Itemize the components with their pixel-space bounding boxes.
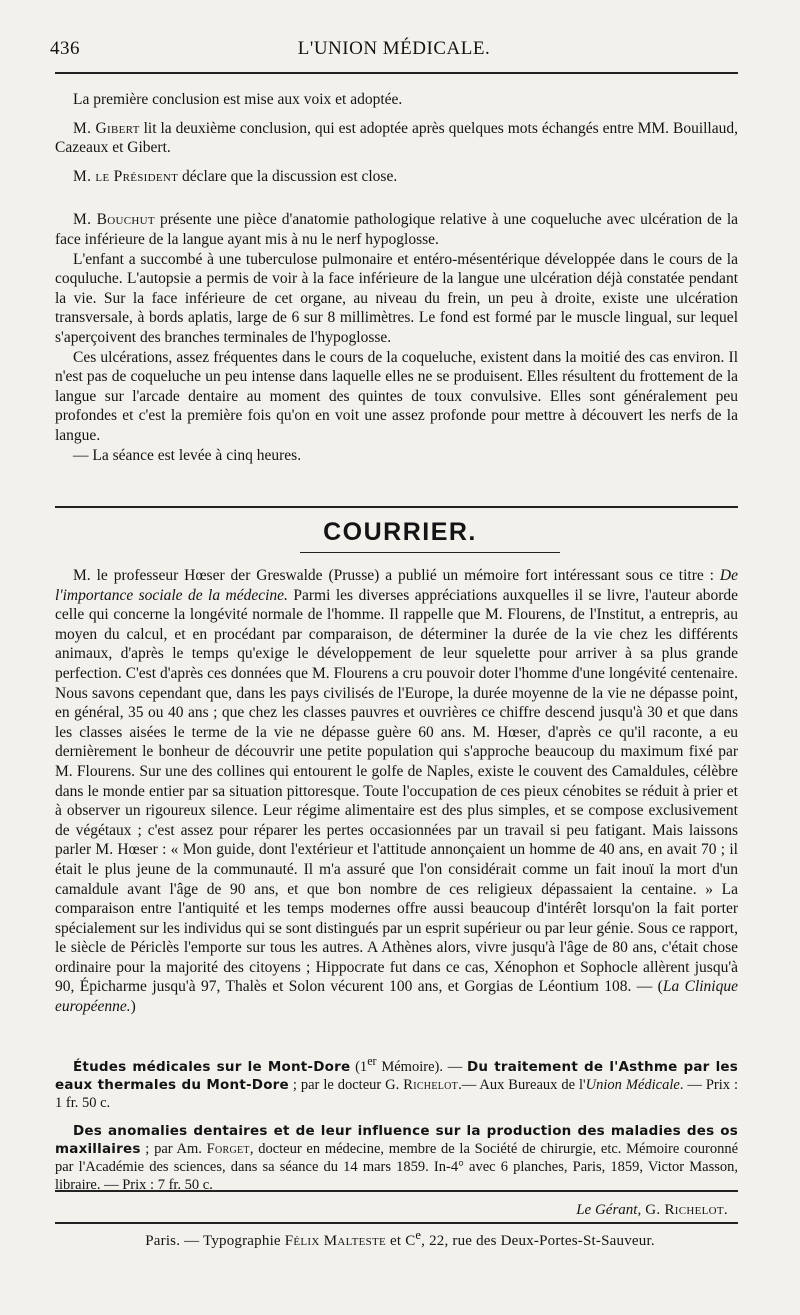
paragraph-gibert: M. Gibert lit la deuxième conclusion, qui est adoptée après quelques mots échangés entre MM. Bouillaud, Cazeaux et Gibert. [55, 119, 738, 157]
page-number: 436 [50, 38, 80, 59]
printer-imprint: Paris. — Typographie Félix Malteste et Ce, 22, rue des Deux-Portes-St-Sauveur. [145, 1228, 655, 1249]
paragraph-bouchut: M. Bouchut présente une pièce d'anatomie pathologique relative à une coqueluche avec ulcération de la face inférieure de la langue ayant mis à nu le nerf hypoglosse. [55, 211, 739, 248]
page-header [50, 38, 738, 62]
header-rule [55, 72, 738, 74]
title-underline [300, 552, 560, 553]
work-title: De l'importance sociale de la médecine. [55, 567, 738, 604]
paragraph-session-closed: — La séance est levée à cinq heures. [73, 446, 302, 464]
bibliography-rule [55, 1190, 738, 1192]
manager-signature: Le Gérant, G. Richelot. [576, 1202, 728, 1218]
journal-title: L'UNION MÉDICALE. [297, 38, 491, 59]
session-minutes [55, 90, 738, 465]
bibliography [55, 1052, 738, 1194]
speaker-name: M. Bouchut [73, 211, 155, 229]
paragraph-president: M. le Président déclare que la discussion est close. [73, 167, 398, 185]
bibliography-entry-anomalies: Des anomalies dentaires et de leur influence sur la production des maladies des os maxillaires ; par Am. Forget, docteur en médecine, membre de la Société de chirurgie, etc. Mémoire couronné par l'Académie des sciences, dans sa séance du 14 mars 1859. In-4° avec 6 planches, Paris, 1859, Victor Masson, libraire. — Prix : 7 fr. 50 c. [55, 1122, 739, 1193]
speaker-name: M. Gibert [73, 119, 140, 137]
paragraph-autopsy: L'enfant a succombé à une tuberculose pulmonaire et entéro-mésentérique développée dans le cours de la coquluche. L'autopsie a permis de voir à la face inférieure de la langue une ulcération déjà constatée pendant la vie. Sur la face inférieure de cet organe, au niveau du frein, un peu à droite, existe une ulcération transversale, à bords aplatis, large de 6 sur 8 millimètres. Le fond est formé par le muscle lingual, sur lequel s'aperçoivent des branches terminales de l'hypoglosse. [55, 250, 738, 346]
courrier-paragraph: M. le professeur Hœser der Greswalde (Prusse) a publié un mémoire fort intéressant sous ce titre : De l'importance sociale de la médecine. Parmi les diverses appréciations auxquelles il se livre, l'auteur aborde celle qui concerne la longévité normale de l'homme. Il rappelle que M. Flourens, de l'Institut, a entrepris, au moyen du calcul, et en procédant par comparaison, de déterminer la durée de la vie chez les différents animaux, d'après le temps qu'exige le développement de leur squelette pour arriver à sa plus grande perfection. C'est d'après ces données que M. Flourens a cru pouvoir doter l'homme d'une longévité centenaire. Nous savons cependant que, dans les pays civilisés de l'Europe, la durée moyenne de la vie ne dépasse point, en général, 35 ou 40 ans ; que chez les classes pauvres et ouvrières ce chiffre descend jusqu'à 30 et que dans les classes aisées le terme de la vie ne dépasse guère 60 ans. M. Hœser, d'après ce qu'il raconte, a eu dernièrement le bonheur de découvrir une petite population qui s'approche beaucoup du maximum fixé par M. Flourens. Sur une des collines qui entourent le golfe de Naples, existe le couvent des Camaldules, célèbre dans le monde entier par sa situation pittoresque. Toute l'occupation de ces pieux cénobites se réduit à prier et à observer un rigoureux silence. Leur régime alimentaire est des plus simples, et se compose exclusivement de végétaux ; c'est assez pour réparer les pertes occasionnées par un travail si peu fatigant. Mais laissons parler M. Hœser : « Mon guide, dont l'extérieur et l'attitude annonçaient un homme de 40 ans, en avait 70 ; il était le plus jeune de la communauté. Il m'a assuré que l'on considérait comme un fait inouï la mort d'un camaldule avant l'âge de 90 ans, et que bon nombre de ces religieux dépassaient la centaine. » La comparaison entre l'antiquité et les temps modernes offre aussi beaucoup d'intérêt lorsqu'on la fait porter spécialement sur les individus qui se sont distingués par un esprit supérieur ou par leur génie. Sous ce rapport, le siècle de Périclès l'emporte sur tous les autres. A Athènes alors, vivre jusqu'à l'âge de 80 ans, c'était chose ordinaire pour la majorité des citoyens ; Hippocrate fut dans ce cas, Xénophon et Sophocle allèrent jusqu'à 90, Épicharme jusqu'à 97, Thalès et Solon vécurent 100 ans, et Gorgias de Léontium 108. — (La Clinique européenne.) [55, 567, 739, 1016]
courrier-article [55, 566, 738, 1017]
section-rule [55, 506, 738, 508]
paragraph-ulcerations: Ces ulcérations, assez fréquentes dans le cours de la coqueluche, existent dans la moitié des cas environ. Il n'est pas de coqueluche un peu intense dans laquelle elles ne se produisent. Elles résultent du frottement de la langue sur l'arcade dentaire au moment des quintes de toux convulsive. Elles sont généralement peu profondes et c'est la première fois qu'on en voit une assez profonde pour mettre à découvert les nerfs de la langue. [55, 348, 738, 444]
paragraph-conclusion-adopted: La première conclusion est mise aux voix et adoptée. [73, 91, 403, 108]
source-citation: La Clinique européenne. [55, 978, 738, 1016]
section-title-courrier: COURRIER. [323, 518, 477, 546]
bibliography-entry-mont-dore: Études médicales sur le Mont-Dore (1er Mémoire). — Du traitement de l'Asthme par les eaux thermales du Mont-Dore ; par le docteur G. Richelot.— Aux Bureaux de l'Union Médicale. — Prix : 1 fr. 50 c. [55, 1054, 739, 1111]
speaker-name: M. le Président [73, 167, 179, 185]
footer-rule [55, 1222, 738, 1224]
